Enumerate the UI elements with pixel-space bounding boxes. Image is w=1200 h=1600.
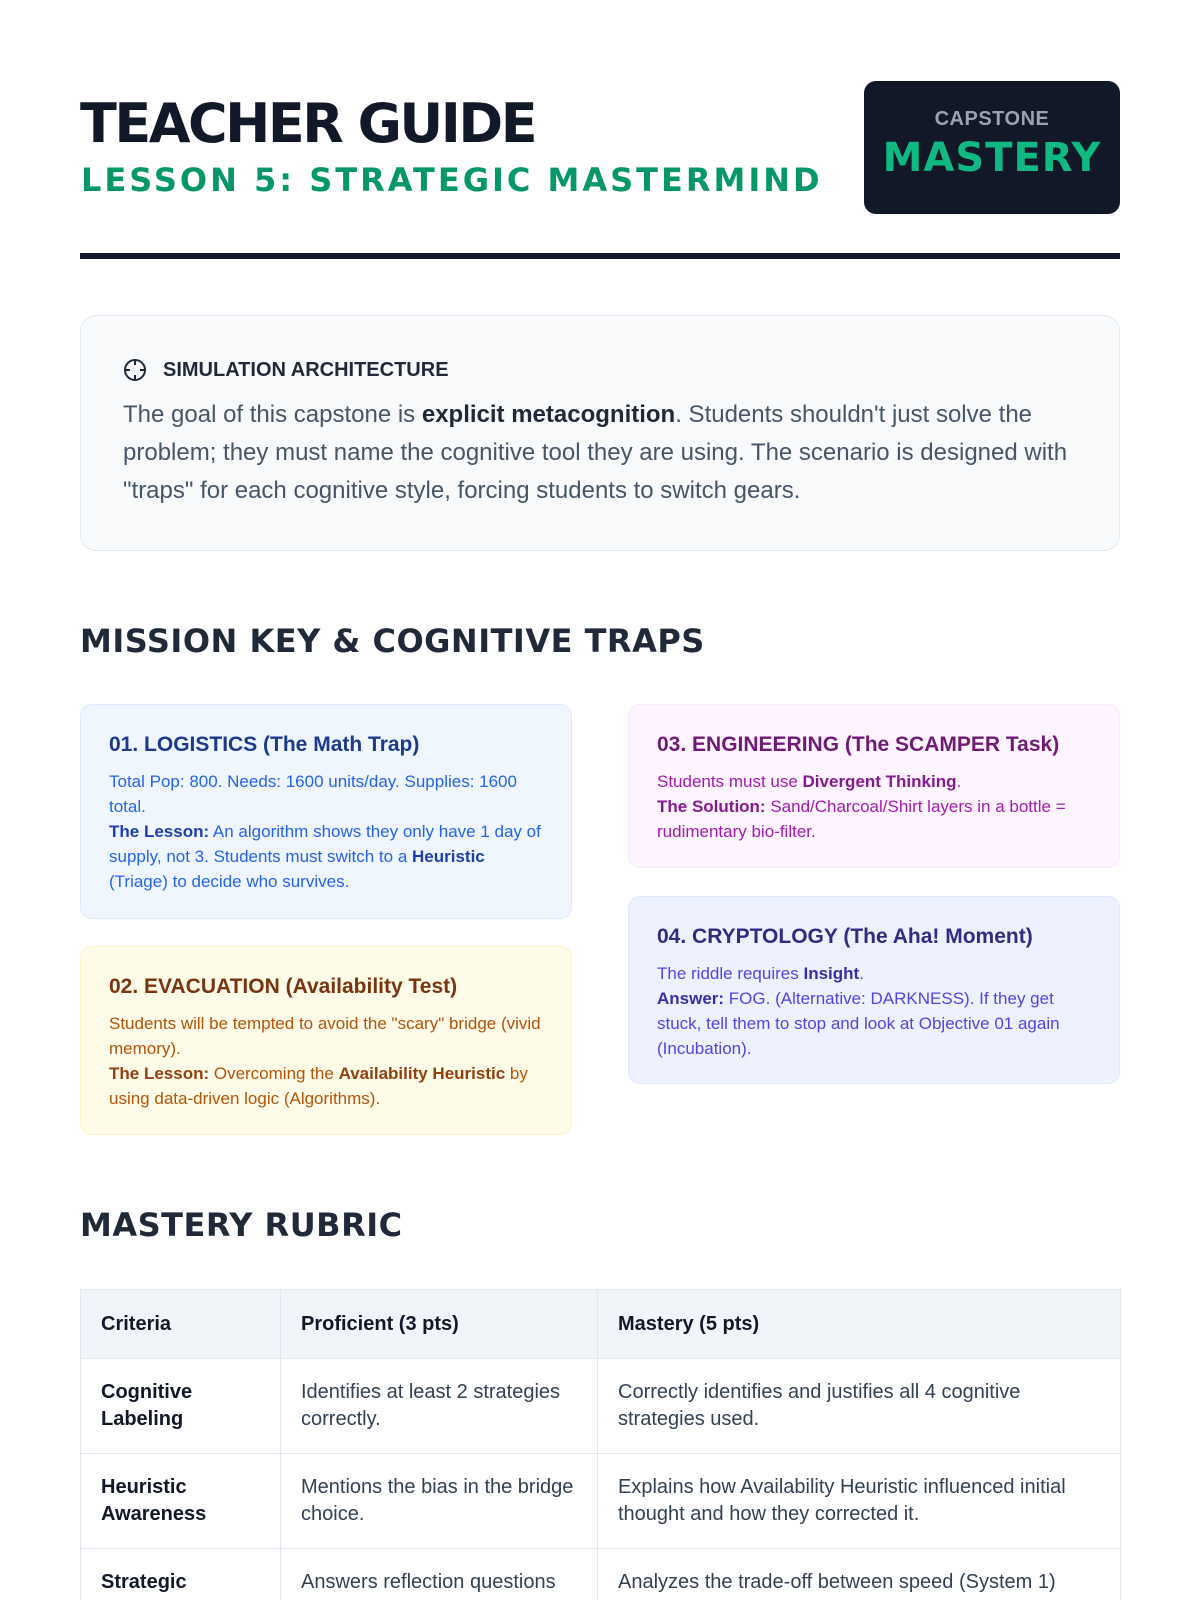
criteria-cell: Cognitive Labeling <box>81 1359 281 1454</box>
simulation-architecture-box <box>80 315 1120 551</box>
engineering-card <box>628 704 1120 868</box>
logistics-title: 01. LOGISTICS (The Math Trap) <box>109 733 420 756</box>
page-title: TEACHER GUIDE <box>80 92 536 155</box>
criteria-cell: Heuristic Awareness <box>81 1454 281 1549</box>
engineering-title: 03. ENGINEERING (The SCAMPER Task) <box>657 733 1060 756</box>
proficient-cell: Identifies at least 2 strategies correctly. <box>281 1359 598 1454</box>
column-header: Proficient (3 pts) <box>281 1290 598 1359</box>
table-row <box>81 1454 1121 1549</box>
capstone-badge <box>864 81 1120 214</box>
mission-key-heading: MISSION KEY & COGNITIVE TRAPS <box>80 622 705 660</box>
mastery-cell: Analyzes the trade-off between speed (System 1) <box>598 1549 1121 1600</box>
header-divider <box>80 253 1120 259</box>
mastery-cell: Explains how Availability Heuristic influenced initial thought and how they corrected it. <box>598 1454 1121 1549</box>
cryptology-card <box>628 896 1120 1084</box>
proficient-cell: Mentions the bias in the bridge choice. <box>281 1454 598 1549</box>
lesson-subtitle: LESSON 5: STRATEGIC MASTERMIND <box>81 161 823 199</box>
column-header: Criteria <box>81 1290 281 1359</box>
cryptology-title: 04. CRYPTOLOGY (The Aha! Moment) <box>657 925 1033 948</box>
mastery-cell: Correctly identifies and justifies all 4 cognitive strategies used. <box>598 1359 1121 1454</box>
evacuation-text: Students will be tempted to avoid the "scary" bridge (vivid memory). The Lesson: Overcoming the Availability Heuristic by using data-driven logic (Algorithms). <box>109 1014 541 1108</box>
architecture-header <box>123 356 449 384</box>
cryptology-text: The riddle requires Insight. Answer: FOG. (Alternative: DARKNESS). If they get stuck, tell them to stop and look at Objective 01 again (Incubation). <box>657 964 1060 1058</box>
logistics-text: Total Pop: 800. Needs: 1600 units/day. Supplies: 1600 total. The Lesson: An algorithm shows they only have 1 day of supply, not 3. Students must switch to a Heuristic (Triage) to decide who survives. <box>109 772 541 891</box>
table-row <box>81 1549 1121 1600</box>
criteria-cell: Strategic <box>81 1549 281 1600</box>
architecture-label: SIMULATION ARCHITECTURE <box>163 358 449 381</box>
logistics-card <box>80 704 572 919</box>
badge-label: CAPSTONE <box>934 108 1050 130</box>
rubric-header-row <box>81 1290 1121 1359</box>
table-row <box>81 1359 1121 1454</box>
column-header: Mastery (5 pts) <box>598 1290 1121 1359</box>
mastery-rubric-heading: MASTERY RUBRIC <box>80 1206 403 1244</box>
architecture-text: The goal of this capstone is explicit metacognition. Students shouldn't just solve the problem; they must name the cognitive tool they are using. The scenario is designed with "traps" for each cognitive style, forcing students to switch gears. <box>123 401 1068 504</box>
engineering-text: Students must use Divergent Thinking. The Solution: Sand/Charcoal/Shirt layers in a bottle = rudimentary bio-filter. <box>657 772 1066 841</box>
rubric-table <box>80 1289 1121 1600</box>
evacuation-title: 02. EVACUATION (Availability Test) <box>109 975 458 998</box>
badge-title: MASTERY <box>882 135 1102 181</box>
proficient-cell: Answers reflection questions <box>281 1549 598 1600</box>
crosshair-icon <box>123 358 147 382</box>
evacuation-card <box>80 946 572 1135</box>
